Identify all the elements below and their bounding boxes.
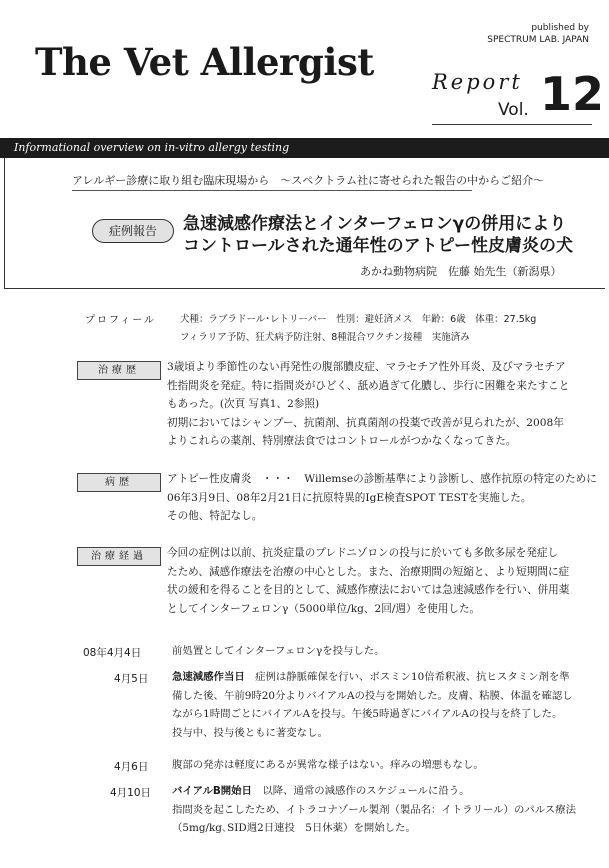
case-title-line1: 急速減感作療法とインターフェロンγの併用により bbox=[183, 214, 567, 234]
publisher-name: SPECTRUM LAB. JAPAN bbox=[487, 35, 589, 45]
case-title bbox=[183, 213, 573, 257]
text-line: その他、特記なし。 bbox=[167, 510, 263, 522]
section-label-treatment-history: 治療歴 bbox=[77, 361, 161, 380]
timeline-date: 4月5日 bbox=[114, 673, 149, 685]
text-line: 状の緩和を得ることを目的として、減感作療法においては急速減感作を行い、併用薬 bbox=[167, 584, 570, 596]
timeline-entry bbox=[172, 642, 592, 661]
section-label-treatment-course: 治療経過 bbox=[77, 547, 161, 566]
case-title-line2: コントロールされた通年性のアトピー性皮膚炎の犬 bbox=[183, 236, 573, 256]
timeline-entry-first-line bbox=[172, 668, 592, 687]
intro-underline bbox=[72, 190, 472, 191]
text-line: もあった。(次頁 写真1、2参照) bbox=[167, 398, 320, 410]
intro-text: アレルギー診療に取り組む臨床現場から ～スペクトラム社に寄せられた報告の中からご紹介～ bbox=[72, 174, 545, 187]
section-label-medical-history: 病歴 bbox=[77, 473, 161, 492]
timeline-entry-first-line bbox=[172, 782, 592, 801]
text-line: としてインターフェロンγ（5000単位/kg、2回/週）を使用した。 bbox=[167, 602, 481, 615]
text-line: 備した後、午前9時20分よりバイアルAの投与を開始した。皮膚、粘膜、体温を確認し bbox=[172, 689, 573, 702]
text-line: 初期においてはシャンプー、抗菌剤、抗真菌剤の投薬で改善が見られたが、2008年 bbox=[167, 416, 564, 429]
timeline-entry bbox=[172, 782, 592, 838]
frame-bottom-edge bbox=[4, 288, 605, 289]
case-report-badge: 症例報告 bbox=[92, 219, 174, 243]
timeline-date: 4月10日 bbox=[110, 787, 152, 799]
timeline-date: 08年4月4日 bbox=[83, 647, 142, 659]
timeline-entry bbox=[172, 668, 592, 742]
tagline-text: Informational overview on in-vitro allergy testing bbox=[14, 141, 290, 154]
publisher-block bbox=[487, 22, 589, 46]
tagline-banner bbox=[0, 138, 609, 158]
timeline-entry-heading: バイアルB開始日 bbox=[172, 785, 252, 797]
text-line: 性指間炎を発症。特に指間炎がひどく、舐め過ぎて化膿し、歩行に困難を来たすこと bbox=[167, 379, 570, 392]
medical-history-text bbox=[167, 470, 597, 526]
treatment-history-text bbox=[167, 358, 587, 451]
treatment-course-text bbox=[167, 544, 587, 618]
text-line: 症例は静脈確保を行い、ボスミン10倍希釈液、抗ヒスタミン剤を準 bbox=[255, 671, 570, 683]
text-line: よりこれらの薬剤、特別療法食ではコントロールがつかなくなってきた。 bbox=[167, 435, 517, 447]
volume-number: 12 bbox=[540, 67, 605, 121]
text-line: ながら1時間ごとにバイアルAを投与。午後5時過ぎにバイアルAの投与を終了した。 bbox=[172, 708, 563, 720]
frame-left-edge bbox=[4, 158, 5, 288]
text-line: 前処置としてインターフェロンγを投与した。 bbox=[172, 645, 385, 657]
text-line: たため、減感作療法を治療の中心とした。また、治療期間の短縮と、より短期間に症 bbox=[167, 565, 570, 578]
published-by-label: published by bbox=[531, 23, 589, 33]
text-line: 3歳頃より季節性のない再発性の腹部膿皮症、マラセチア性外耳炎、及びマラセチア bbox=[167, 361, 566, 373]
newsletter-title: The Vet Allergist bbox=[35, 40, 374, 84]
profile-line1: 犬種：ラブラドール･レトリーバー 性別：避妊済メス 年齢：6歳 体重：27.5kg bbox=[180, 314, 537, 325]
report-label: Report bbox=[432, 70, 523, 94]
timeline-entry bbox=[172, 756, 592, 775]
text-line: アトピー性皮膚炎 ・・・ Willemseの診断基準により診断し、感作抗原の特定のために bbox=[167, 473, 597, 485]
volume-label: Vol. bbox=[498, 100, 529, 120]
profile-line2: フィラリア予防、狂犬病予防注射、8種混合ワクチン接種 実施済み bbox=[180, 332, 470, 343]
report-underline bbox=[432, 124, 592, 125]
timeline-entry-heading: 急速減感作当日 bbox=[172, 671, 245, 683]
text-line: 今回の症例は以前、抗炎症量のプレドニゾロンの投与に於いても多飲多尿を発症し bbox=[167, 547, 559, 559]
text-line: 投与中、投与後ともに著変なし。 bbox=[172, 726, 328, 739]
text-line: 指間炎を起こしたため、イトラコナゾール製剤（製品名：イトラリール）のパルス療法 bbox=[172, 803, 576, 816]
text-line: 06年3月9日、08年2月21日に抗原特異的IgE検査SPOT TESTを実施した。 bbox=[167, 491, 532, 504]
profile-label: プロフィール bbox=[85, 315, 156, 326]
text-line: 腹部の発赤は軽度にあるが異常な様子はない。痒みの増悪もなし。 bbox=[172, 759, 484, 771]
text-line: （5mg/kg､SID週2日連投 5日休薬）を開始した。 bbox=[172, 822, 416, 834]
author-line: あかね動物病院 佐藤 始先生（新潟県） bbox=[360, 265, 562, 278]
text-line: 以降、通常の減感作のスケジュールに沿う。 bbox=[262, 785, 470, 797]
timeline-date: 4月6日 bbox=[114, 761, 149, 773]
